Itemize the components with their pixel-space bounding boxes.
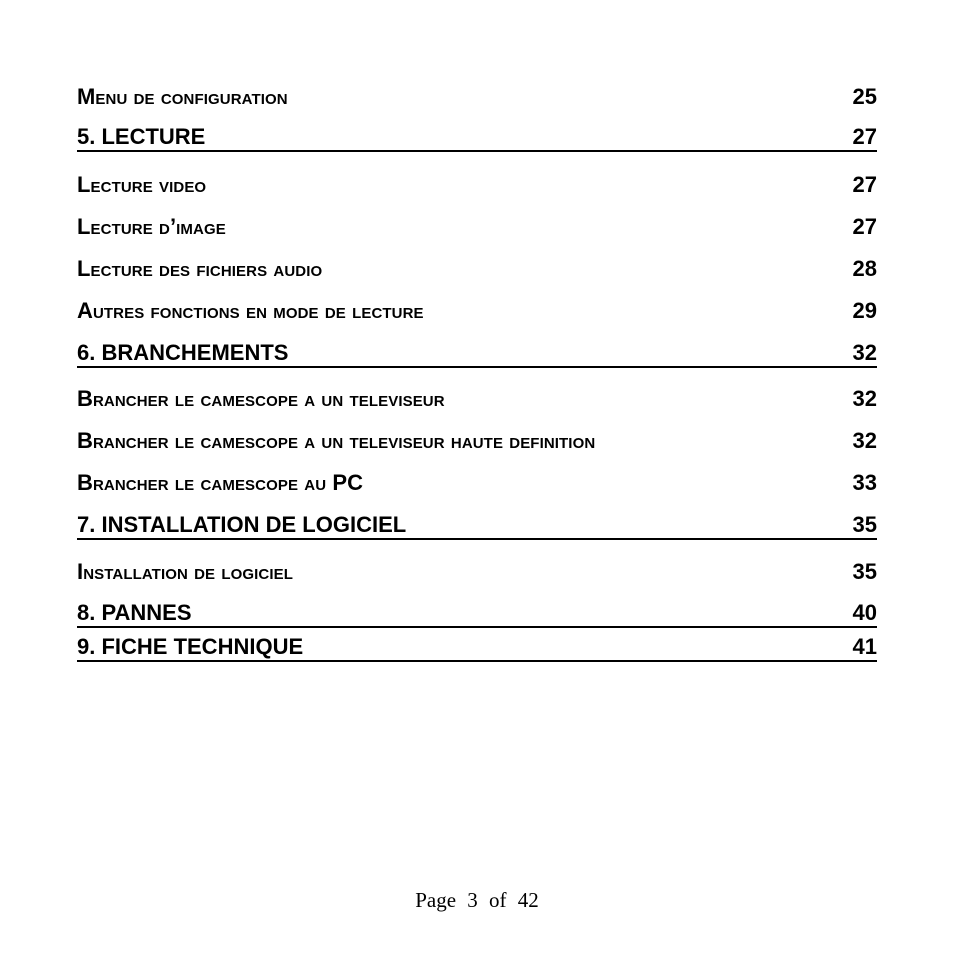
toc-entry-page: 27 (852, 172, 877, 197)
toc-entry-title: Lecture des fichiers audio (77, 256, 323, 281)
toc-section-installation[interactable] (77, 512, 877, 540)
toc-entry-page: 28 (852, 256, 877, 281)
toc-entry-lecture-video[interactable] (77, 170, 877, 198)
toc-entry-page: 32 (852, 386, 877, 411)
toc-entry-brancher-televiseur[interactable] (77, 384, 877, 412)
toc-entry-autres-fonctions[interactable] (77, 296, 877, 324)
page-footer: Page 3 of 42 (415, 888, 539, 912)
toc-entry-page: 32 (852, 428, 877, 453)
toc-section-title: 7. INSTALLATION DE LOGICIEL (77, 512, 407, 537)
toc-section-title: 5. LECTURE (77, 124, 206, 149)
toc-entry-title: Lecture d’image (77, 214, 226, 239)
toc-entry-brancher-hd[interactable] (77, 426, 877, 454)
toc-entry-page: 35 (852, 559, 877, 584)
toc-entry-page: 29 (852, 298, 877, 323)
toc-entry-lecture-image[interactable] (77, 212, 877, 240)
toc-section-title: 9. FICHE TECHNIQUE (77, 634, 304, 659)
toc-section-page: 35 (852, 512, 877, 537)
toc-entry-installation-logiciel[interactable] (77, 557, 877, 585)
toc-entry-title: Brancher le camescope a un televiseur (77, 386, 445, 411)
toc-section-page: 32 (852, 340, 877, 365)
toc-section-lecture[interactable] (77, 124, 877, 152)
toc-section-branchements[interactable] (77, 340, 877, 368)
toc-entry-title: Lecture video (77, 172, 207, 197)
toc-entry-brancher-pc[interactable] (77, 468, 877, 496)
toc-entry-title: Installation de logiciel (77, 559, 294, 584)
toc-section-page: 40 (852, 600, 877, 625)
toc-entry-lecture-audio[interactable] (77, 254, 877, 282)
toc-entry-page: 25 (852, 84, 877, 109)
toc-entry-page: 33 (852, 470, 877, 495)
toc-section-title: 6. BRANCHEMENTS (77, 340, 289, 365)
toc-section-fiche-technique[interactable] (77, 634, 877, 662)
toc-entry-title: Menu de configuration (77, 84, 288, 109)
toc-entry-menu-configuration[interactable] (77, 82, 877, 110)
toc-entry-page: 27 (852, 214, 877, 239)
toc-section-page: 27 (852, 124, 877, 149)
toc-entry-title: Autres fonctions en mode de lecture (77, 298, 424, 323)
toc-entry-title: Brancher le camescope a un televiseur haute definition (77, 428, 596, 453)
toc-section-pannes[interactable] (77, 600, 877, 628)
toc-section-title: 8. PANNES (77, 600, 192, 625)
toc-section-page: 41 (852, 634, 877, 659)
toc-entry-title: Brancher le camescope au PC (77, 470, 364, 495)
